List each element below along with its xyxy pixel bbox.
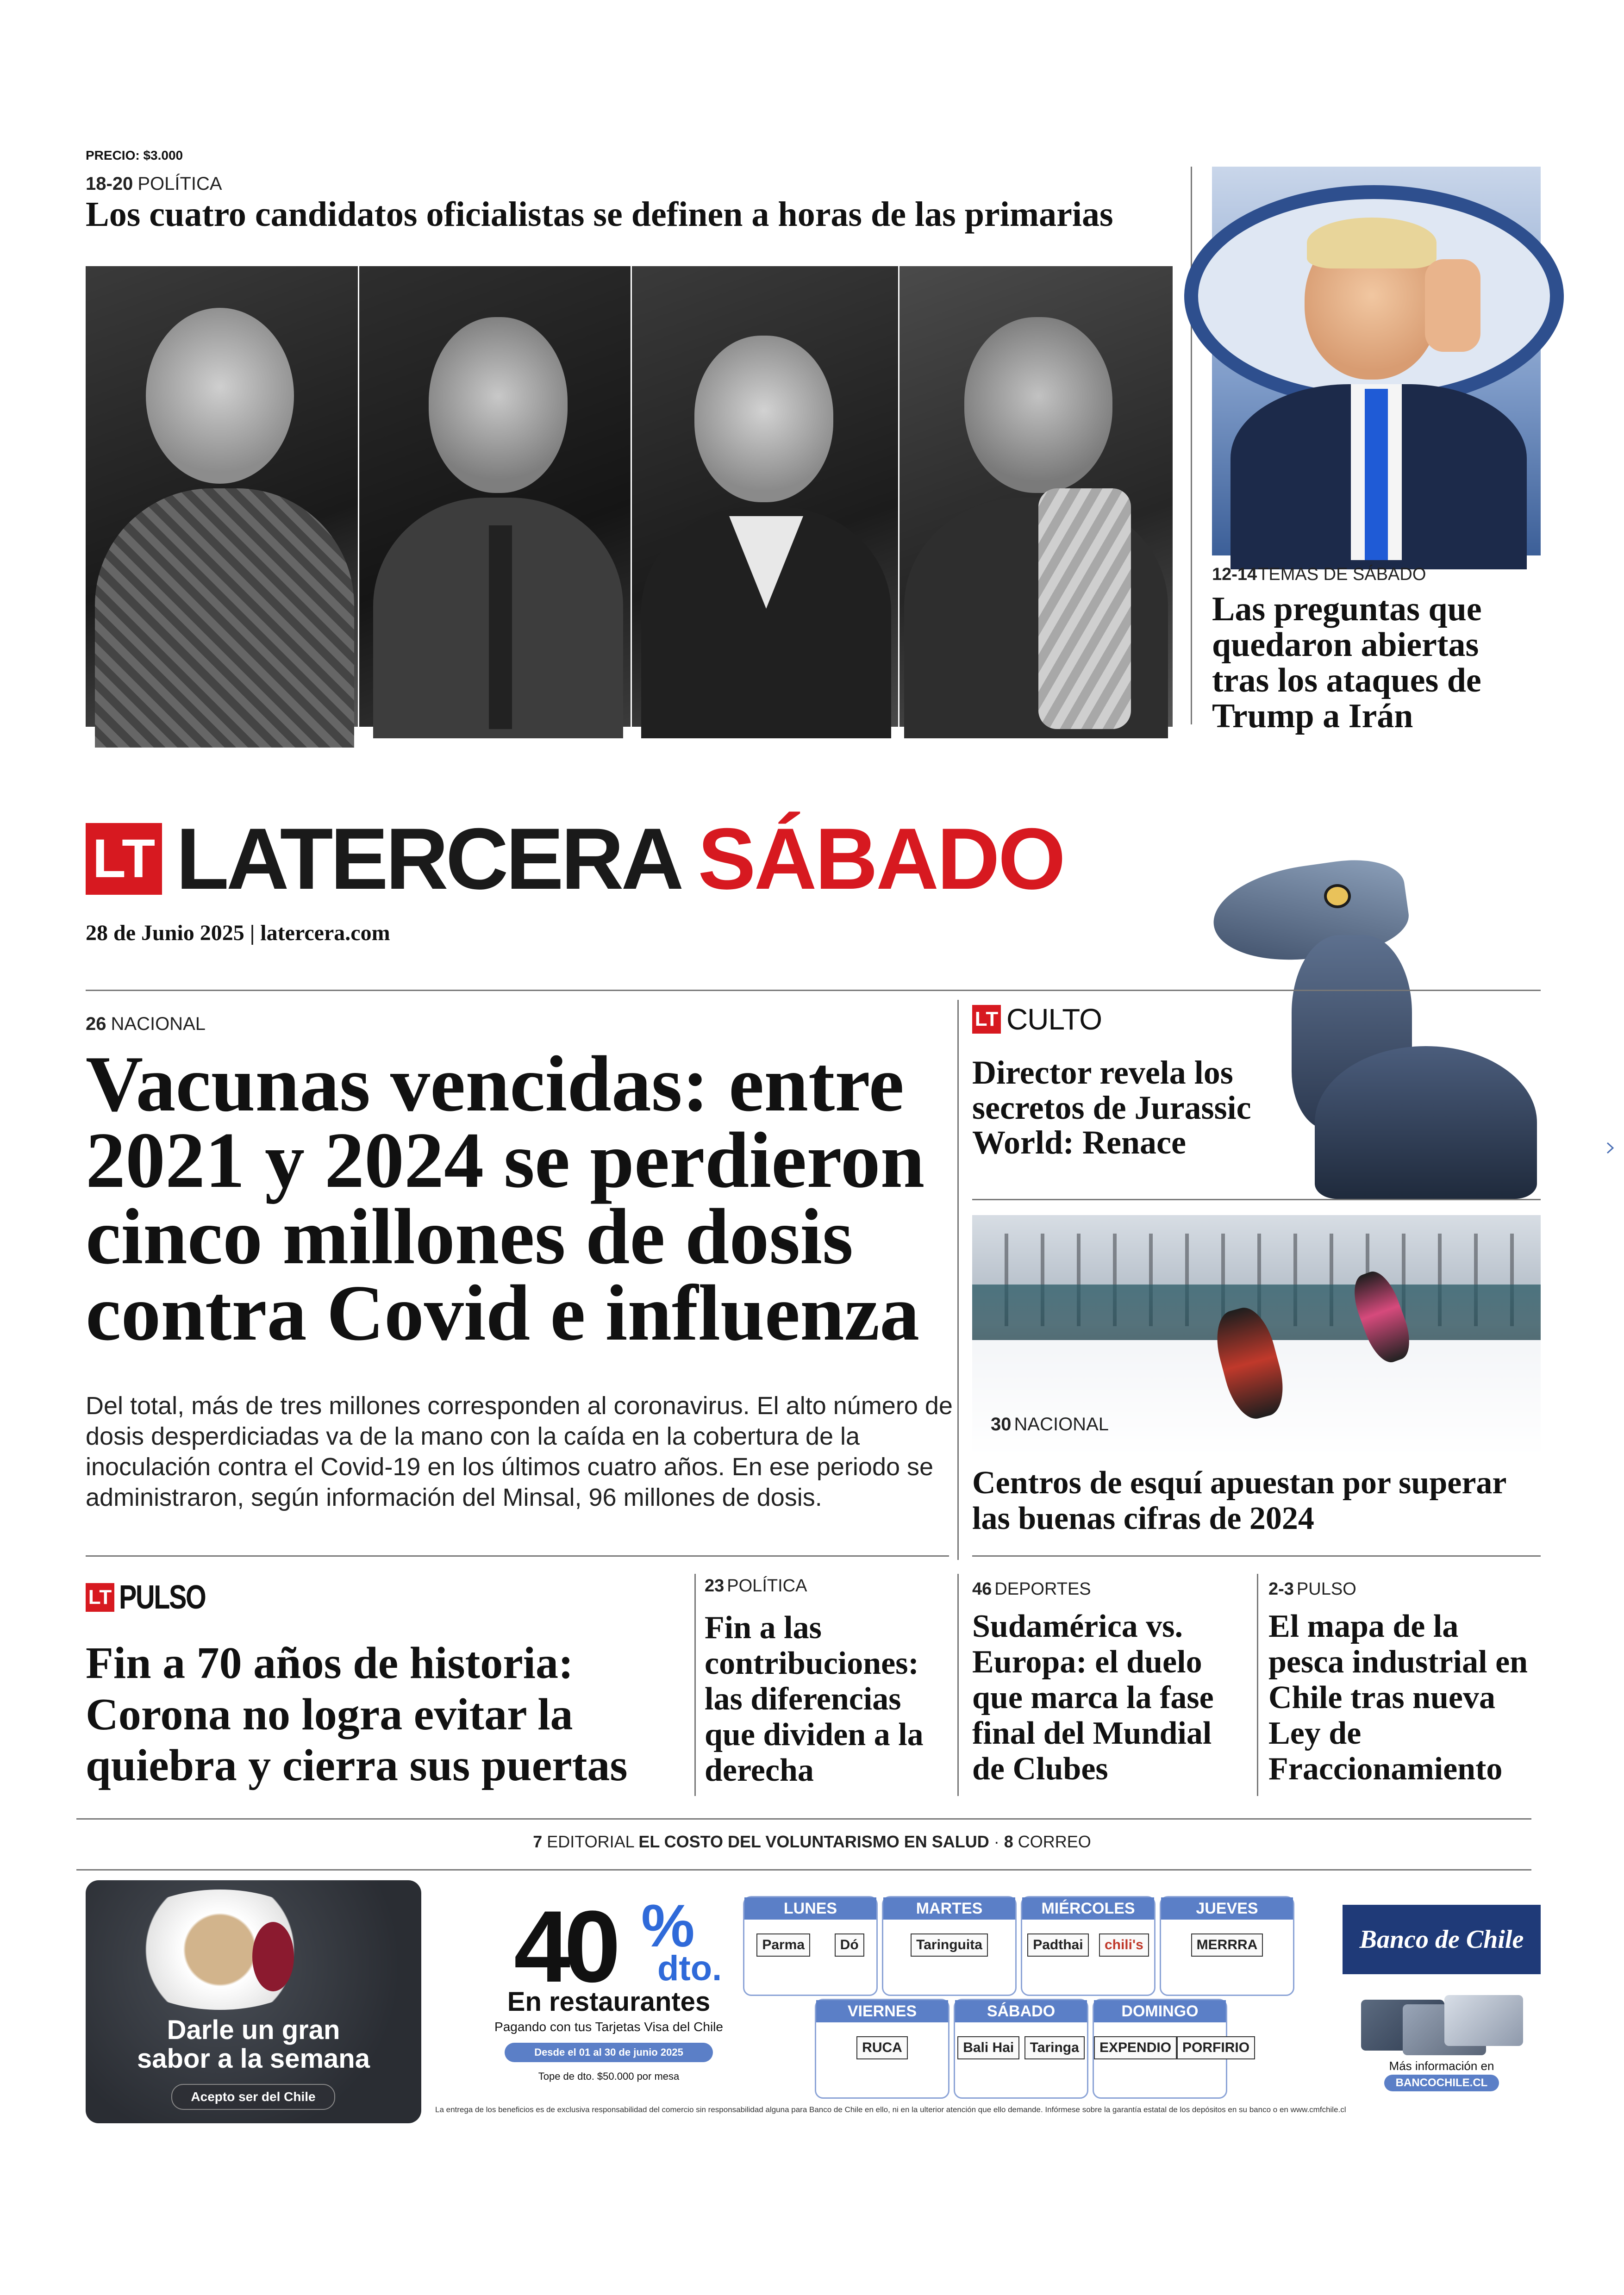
- candidate-photo-2: [359, 266, 631, 727]
- restaurant-logo: Bali Hai: [957, 2036, 1019, 2059]
- kicker-section: POLÍTICA: [137, 174, 222, 194]
- ski-photo: [972, 1215, 1541, 1456]
- bank-url-link[interactable]: BANCOCHILE.CL: [1384, 2075, 1499, 2091]
- fechas-badge: Desde el 01 al 30 de junio 2025: [505, 2043, 713, 2062]
- percent-sign: %: [641, 1892, 695, 1959]
- chevron-right-icon[interactable]: [1603, 1141, 1617, 1155]
- section-rule: [76, 1869, 1531, 1871]
- day-label: MIÉRCOLES: [1022, 1897, 1154, 1920]
- kicker-section: POLÍTICA: [727, 1576, 807, 1596]
- kicker-number: 30: [991, 1414, 1012, 1434]
- candidate-photo-4: [899, 266, 1173, 727]
- kicker-section: PULSO: [1296, 1579, 1356, 1599]
- day-label: VIERNES: [816, 2000, 948, 2022]
- tie: [1365, 389, 1388, 560]
- pagando-line: Pagando con tus Tarjetas Visa del Chile: [494, 2020, 723, 2034]
- kicker-number: 23: [705, 1576, 725, 1596]
- column-divider: [1257, 1574, 1258, 1796]
- restaurant-logo: Padthai: [1027, 1933, 1088, 1957]
- restaurant-logo: PORFIRIO: [1177, 2036, 1255, 2059]
- promo-accept-button[interactable]: Acepto ser del Chile: [171, 2084, 335, 2110]
- bank-logo[interactable]: Banco de Chile: [1343, 1905, 1541, 1974]
- lt-logo: LT: [972, 1005, 1001, 1034]
- politics-headline[interactable]: Los cuatro candidatos oficialistas se definen a horas de las primarias: [86, 195, 1113, 234]
- discount-number: 40: [514, 1890, 614, 2003]
- column-divider: [694, 1574, 696, 1796]
- page-number: 7: [533, 1832, 543, 1851]
- kicker-section: TEMAS DE SÁBADO: [1258, 565, 1426, 584]
- lt-logo: LT: [86, 823, 162, 895]
- section-name: PULSO: [119, 1579, 206, 1616]
- editorial-line[interactable]: [0, 1832, 1624, 1852]
- column-divider: [957, 1000, 959, 1560]
- mundial-headline[interactable]: Sudamérica vs. Europa: el duelo que marca la fase final del Mundial de Clubes: [972, 1609, 1214, 1787]
- section-rule: [972, 1555, 1541, 1557]
- portrait-tie: [489, 525, 512, 729]
- section-name: EDITORIAL: [547, 1832, 634, 1851]
- main-kicker: [86, 1014, 206, 1035]
- day-label: DOMINGO: [1094, 2000, 1226, 2022]
- day-label: LUNES: [744, 1897, 876, 1920]
- restaurant-logo: Dó: [835, 1933, 864, 1957]
- kicker-number: 12-14: [1212, 565, 1257, 584]
- day-pill-miercoles[interactable]: [1021, 1896, 1156, 1996]
- page-number: 8: [1004, 1832, 1013, 1851]
- section-rule: [76, 1818, 1531, 1820]
- ad-promo-panel[interactable]: [86, 1880, 421, 2123]
- lt-logo: LT: [86, 1583, 114, 1612]
- pulso-section-label: [86, 1578, 227, 1616]
- kicker-number: 2-3: [1268, 1579, 1294, 1599]
- restaurant-logo: Taringuita: [911, 1933, 988, 1957]
- section-rule: [86, 990, 1541, 991]
- dateline: 28 de Junio 2025 | latercera.com: [86, 921, 390, 945]
- day-pill-sabado[interactable]: [954, 1999, 1088, 2099]
- contribuciones-headline[interactable]: Fin a las contribuciones: las diferencias que dividen a la derecha: [705, 1610, 924, 1788]
- restaurant-logo: Taringa: [1024, 2036, 1085, 2059]
- main-headline[interactable]: Vacunas vencidas: entre 2021 y 2024 se perdieron cinco millones de dosis contra Covid e influenza: [86, 1040, 925, 1358]
- portrait-silhouette: [964, 317, 1112, 493]
- story-kicker: [705, 1576, 807, 1596]
- raptor-body: [1315, 1046, 1537, 1199]
- day-label: SÁBADO: [955, 2000, 1087, 2022]
- portrait-silhouette: [694, 336, 833, 502]
- day-pill-viernes[interactable]: [815, 1999, 949, 2099]
- culto-headline[interactable]: Director revela los secretos de Jurassic World: Renace: [972, 1054, 1251, 1161]
- ski-kicker: [991, 1414, 1109, 1435]
- column-divider: [957, 1574, 959, 1796]
- discount-block: [477, 1890, 741, 2090]
- day-pill-martes[interactable]: [882, 1896, 1017, 1996]
- card: [1444, 1995, 1523, 2046]
- kicker-number: 26: [86, 1014, 106, 1034]
- price-label: PRECIO: $3.000: [86, 148, 183, 162]
- portrait-shoulders: [95, 488, 354, 748]
- trump-headline[interactable]: Las preguntas que quedaron abiertas tras los ataques de Trump a Irán: [1212, 590, 1482, 735]
- credit-cards-icon: [1361, 1990, 1523, 2055]
- kicker-number: 46: [972, 1579, 992, 1599]
- kicker-section: NACIONAL: [1014, 1414, 1109, 1434]
- plate-icon: [113, 1890, 326, 2010]
- candidate-photo-3: [632, 266, 898, 727]
- raised-hand: [1425, 259, 1480, 352]
- masthead[interactable]: [86, 810, 1064, 907]
- restaurant-logo: RUCA: [856, 2036, 908, 2059]
- restaurant-logo: chili's: [1099, 1933, 1149, 1957]
- kicker-number: 18-20: [86, 174, 133, 194]
- dto-label: dto.: [657, 1949, 722, 1988]
- section-name: CULTO: [1006, 1003, 1102, 1036]
- tope-line: Tope de dto. $50.000 por mesa: [538, 2070, 680, 2082]
- portrait-silhouette: [146, 308, 294, 484]
- separator: ·: [993, 1832, 999, 1851]
- ski-headline[interactable]: Centros de esquí apuestan por superar las buenas cifras de 2024: [972, 1465, 1506, 1536]
- day-label: MARTES: [883, 1897, 1015, 1920]
- culto-section-label: [972, 1002, 1102, 1036]
- candidate-photo-1: [86, 266, 358, 727]
- column-divider: [1191, 167, 1192, 724]
- section-rule: [972, 1199, 1541, 1200]
- story-kicker: [972, 1579, 1091, 1599]
- legal-disclaimer: La entrega de los beneficios es de exclusiva responsabilidad del comercio sin responsabilidad alguna para Banco de Chile en ello, ni en la ulterior atención que ello demande. Infórmese sobre la garantía estatal de los depósitos en su banco o en www.cmfchile.cl: [435, 2105, 1346, 2114]
- main-body: Del total, más de tres millones corresponden al coronavirus. El alto número de dosis desperdiciadas va de la mano con la caída en la cobertura de la inoculación contra el Covid-19 en los últimos cuatro años. En ese periodo se administraron, según información del Minsal, 96 millones de dosis.: [86, 1392, 953, 1511]
- section-name: CORREO: [1018, 1832, 1091, 1851]
- day-pill-domingo[interactable]: [1093, 1999, 1250, 2099]
- restaurant-logo: MERRRA: [1191, 1933, 1263, 1957]
- pesca-headline[interactable]: El mapa de la pesca industrial en Chile tras nueva Ley de Fraccionamiento: [1268, 1609, 1528, 1787]
- restaurant-logo: EXPENDIO: [1094, 2036, 1177, 2059]
- portrait-silhouette: [429, 317, 568, 493]
- politics-kicker: [86, 174, 222, 194]
- masthead-name: LATERCERA: [176, 810, 681, 907]
- day-pill-lunes[interactable]: [743, 1896, 878, 1996]
- portrait-scarf: [1038, 488, 1131, 729]
- trump-photo: [1212, 167, 1541, 555]
- hair: [1307, 218, 1437, 268]
- kicker-section: DEPORTES: [994, 1579, 1091, 1599]
- day-label: JUEVES: [1161, 1897, 1293, 1920]
- section-rule: [86, 1555, 949, 1557]
- trump-kicker: [1212, 565, 1426, 585]
- day-pill-jueves[interactable]: [1160, 1896, 1294, 1996]
- raptor-eye: [1324, 884, 1351, 908]
- story-kicker: [1268, 1579, 1356, 1599]
- sauce-swirl: [252, 1922, 294, 1991]
- kicker-section: NACIONAL: [111, 1014, 206, 1034]
- mas-info-label: Más información en: [1389, 2059, 1494, 2073]
- en-restaurantes: En restaurantes: [507, 1987, 711, 2017]
- promo-line-2: sabor a la semana: [137, 2044, 370, 2074]
- pulso-headline[interactable]: Fin a 70 años de historia: Corona no logra evitar la quiebra y cierra sus puertas: [86, 1638, 628, 1791]
- editorial-title: EL COSTO DEL VOLUNTARISMO EN SALUD: [638, 1832, 989, 1851]
- masthead-edition: SÁBADO: [698, 810, 1064, 907]
- promo-line-1: Darle un gran: [167, 2015, 340, 2045]
- restaurant-logo: Parma: [756, 1933, 810, 1957]
